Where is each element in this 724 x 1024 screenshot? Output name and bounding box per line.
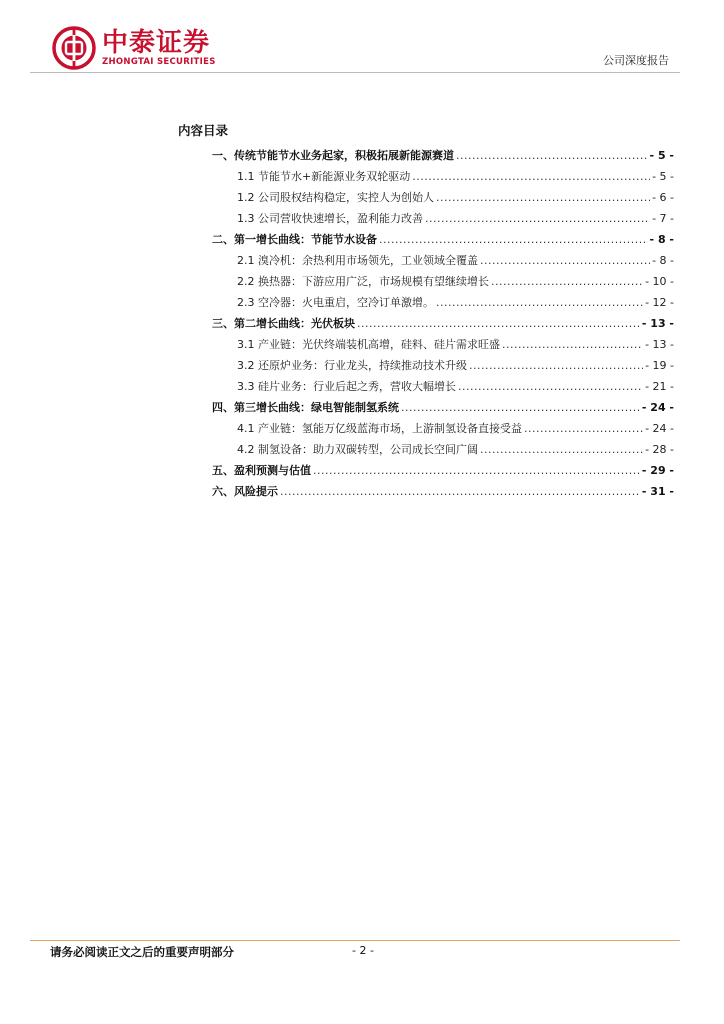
toc-section-link[interactable] [212,394,674,415]
toc-subsection-link[interactable] [212,163,674,184]
toc-subsection-link[interactable] [212,268,674,289]
toc-entry-page: - 5 - [649,149,674,162]
toc-entry-page: - 13 - [645,338,674,351]
toc-entry-title: 二、第一增长曲线：节能节水设备 [212,233,377,246]
toc-entry-title: 三、第二增长曲线：光伏板块 [212,317,355,330]
toc-entry-page: - 8 - [652,254,674,267]
toc-entry-title: 四、第三增长曲线：绿电智能制氢系统 [212,401,399,414]
company-logo [52,26,216,70]
toc-entry-title: 4.2 制氢设备：助力双碳转型，公司成长空间广阔 [237,443,478,456]
toc-subsection-link[interactable] [212,184,674,205]
toc-dot-leader [480,254,650,268]
toc-entry-title: 4.1 产业链：氢能万亿级蓝海市场，上游制氢设备直接受益 [237,422,522,435]
toc-dot-leader [502,338,643,352]
toc-entry-title: 1.2 公司股权结构稳定，实控人为创始人 [237,191,434,204]
toc-dot-leader [280,485,640,499]
toc-dot-leader [357,317,640,331]
toc-subsection-link[interactable] [212,373,674,394]
toc-entry-title: 2.3 空冷器：火电重启，空冷订单激增。 [237,296,434,309]
toc-entry-title: 3.3 硅片业务：行业后起之秀，营收大幅增长 [237,380,456,393]
toc-dot-leader [425,212,650,226]
toc-entry-title: 六、风险提示 [212,485,278,498]
toc-entry-page: - 10 - [645,275,674,288]
toc-entry-page: - 6 - [652,191,674,204]
toc-subsection-link[interactable] [212,205,674,226]
report-type-label: 公司深度报告 [603,54,669,67]
toc-entry-page: - 24 - [645,422,674,435]
zhongtai-logo-icon [52,26,96,70]
toc-subsection-link[interactable] [212,331,674,352]
toc-section-link[interactable] [212,226,674,247]
toc-section-link[interactable] [212,478,674,499]
logo-english-name: ZHONGTAI SECURITIES [102,56,216,67]
toc-dot-leader [436,191,650,205]
toc-entry-page: - 29 - [641,464,674,477]
toc-section-link[interactable] [212,457,674,478]
table-of-contents [212,142,674,499]
toc-dot-leader [458,380,643,394]
toc-section-link[interactable] [212,310,674,331]
toc-dot-leader [436,296,643,310]
toc-subsection-link[interactable] [212,436,674,457]
footer-divider [30,940,680,941]
toc-dot-leader [379,233,648,247]
toc-dot-leader [456,149,648,163]
toc-entry-title: 一、传统节能节水业务起家，积极拓展新能源赛道 [212,149,454,162]
toc-entry-page: - 19 - [645,359,674,372]
toc-entry-title: 3.1 产业链：光伏终端装机高增，硅料、硅片需求旺盛 [237,338,500,351]
toc-entry-title: 1.3 公司营收快速增长，盈利能力改善 [237,212,423,225]
page-number: - 2 - [352,944,374,957]
toc-entry-title: 2.1 溴冷机：余热利用市场领先，工业领域全覆盖 [237,254,478,267]
toc-subsection-link[interactable] [212,247,674,268]
header-divider [30,72,680,73]
toc-entry-page: - 7 - [652,212,674,225]
toc-dot-leader [480,443,643,457]
page-header [0,0,724,80]
toc-dot-leader [401,401,640,415]
toc-subsection-link[interactable] [212,352,674,373]
toc-entry-page: - 24 - [641,401,674,414]
toc-entry-page: - 21 - [645,380,674,393]
toc-title: 内容目录 [178,123,229,138]
logo-chinese-name: 中泰证券 [102,27,211,58]
toc-subsection-link[interactable] [212,289,674,310]
toc-entry-title: 2.2 换热器：下游应用广泛，市场规模有望继续增长 [237,275,489,288]
toc-entry-page: - 28 - [645,443,674,456]
toc-subsection-link[interactable] [212,415,674,436]
toc-entry-page: - 8 - [649,233,674,246]
toc-dot-leader [412,170,650,184]
toc-dot-leader [491,275,643,289]
toc-entry-page: - 5 - [652,170,674,183]
toc-dot-leader [524,422,643,436]
footer-disclaimer: 请务必阅读正文之后的重要声明部分 [50,945,234,959]
toc-dot-leader [313,464,640,478]
toc-dot-leader [469,359,643,373]
toc-section-link[interactable] [212,142,674,163]
toc-entry-page: - 12 - [645,296,674,309]
toc-entry-page: - 31 - [641,485,674,498]
toc-entry-title: 五、盈利预测与估值 [212,464,311,477]
toc-entry-title: 1.1 节能节水+新能源业务双轮驱动 [237,170,411,183]
toc-entry-title: 3.2 还原炉业务：行业龙头，持续推动技术升级 [237,359,467,372]
toc-entry-page: - 13 - [641,317,674,330]
